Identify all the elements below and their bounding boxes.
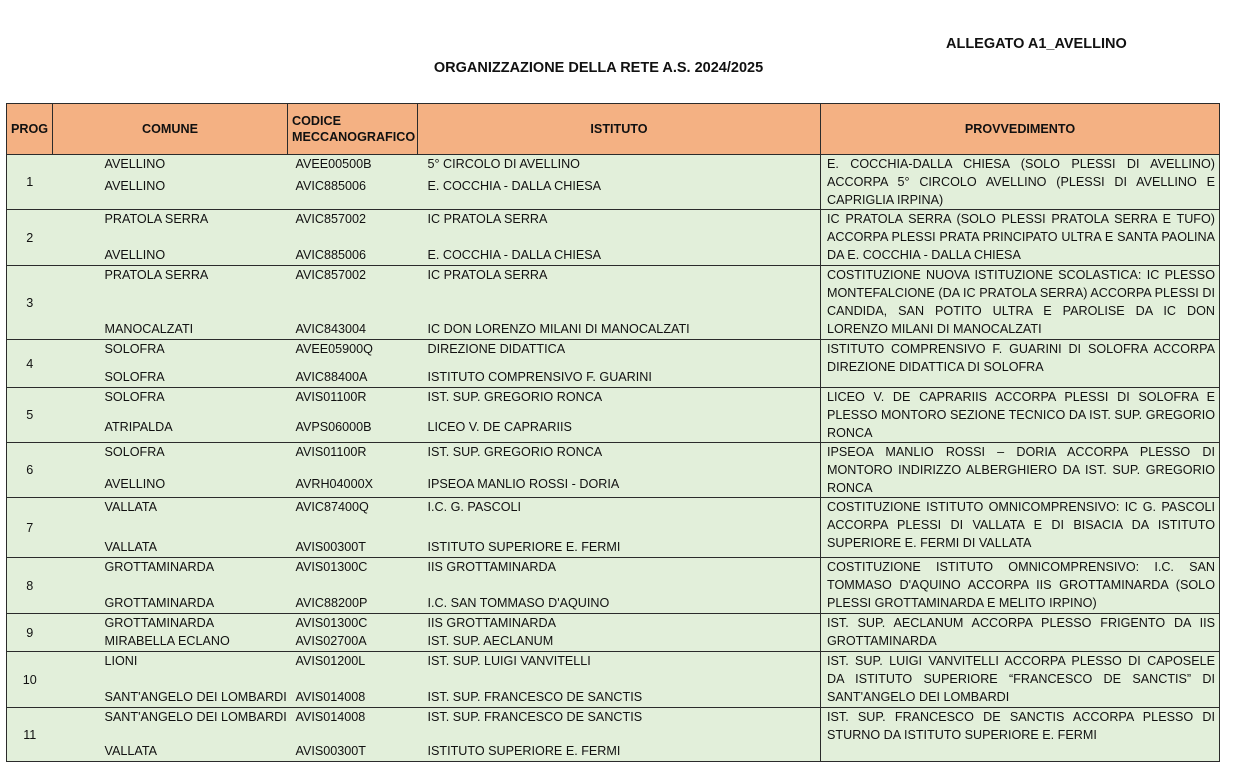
table-row — [7, 498, 1220, 558]
cell-istituto-line: IC PRATOLA SERRA — [427, 268, 548, 282]
provvedimento-text: COSTITUZIONE ISTITUTO OMNICOMPRENSIVO: IC G. PASCOLI ACCORPA PLESSI DI VALLATA E DI BISACIA DA ISTITUTO SUPERIORE E. FERMI DI VALLATA — [827, 500, 1215, 550]
cell-comune — [53, 498, 288, 558]
cell-istituto — [418, 388, 821, 443]
provvedimento-text: LICEO V. DE CAPRARIIS ACCORPA PLESSI DI SOLOFRA E PLESSO MONTORO SEZIONE TECNICO DA IST. SUP. GREGORIO RONCA — [827, 390, 1215, 440]
document-title: ORGANIZZAZIONE DELLA RETE A.S. 2024/2025 — [433, 60, 764, 76]
table-body — [7, 155, 1220, 762]
provvedimento-text: ISTITUTO COMPRENSIVO F. GUARINI DI SOLOFRA ACCORPA DIREZIONE DIDATTICA DI SOLOFRA — [827, 342, 1215, 374]
cell-comune-line: AVELLINO — [104, 248, 166, 262]
table-row — [7, 266, 1220, 340]
cell-codice-line: AVIS00300T — [295, 744, 366, 758]
cell-provvedimento — [821, 498, 1220, 558]
provvedimento-text: IC PRATOLA SERRA (SOLO PLESSI PRATOLA SERRA E TUFO) ACCORPA PLESSI PRATA PRINCIPATO ULTRA E SANTA PAOLINA DA E. COCCHIA - DALLA CHIESA — [827, 212, 1215, 262]
cell-comune — [53, 155, 288, 210]
cell-codice-line: AVIC843004 — [295, 322, 366, 336]
cell-istituto-line: IST. SUP. AECLANUM — [427, 634, 554, 648]
cell-provvedimento — [821, 614, 1220, 652]
cell-istituto-line: ISTITUTO SUPERIORE E. FERMI — [427, 744, 621, 758]
cell-codice-line: AVIC88400A — [295, 370, 368, 384]
cell-istituto-line: IPSEOA MANLIO ROSSI - DORIA — [427, 477, 620, 491]
cell-codice — [288, 210, 418, 266]
cell-provvedimento — [821, 558, 1220, 614]
provvedimento-text: IST. SUP. LUIGI VANVITELLI ACCORPA PLESSO DI CAPOSELE DA ISTITUTO SUPERIORE “FRANCESCO DE SANCTIS” DI SANT'ANGELO DEI LOMBARDI — [827, 654, 1215, 704]
cell-provvedimento — [821, 652, 1220, 708]
cell-codice-line: AVIS01300C — [295, 616, 368, 630]
cell-codice-line: AVIC857002 — [295, 212, 366, 226]
cell-codice-line: AVIS00300T — [295, 540, 366, 554]
cell-codice-line: AVRH04000X — [295, 477, 373, 491]
cell-istituto — [418, 708, 821, 762]
table-row — [7, 340, 1220, 388]
cell-provvedimento — [821, 443, 1220, 498]
cell-codice-line: AVIS01100R — [295, 390, 367, 404]
cell-comune — [53, 652, 288, 708]
cell-istituto-line: IST. SUP. FRANCESCO DE SANCTIS — [427, 710, 643, 724]
cell-istituto-line: DIREZIONE DIDATTICA — [427, 342, 566, 356]
cell-comune-line: VALLATA — [104, 540, 157, 554]
cell-provvedimento — [821, 210, 1220, 266]
cell-codice-line: AVIC857002 — [295, 268, 366, 282]
cell-prog: 4 — [7, 340, 53, 388]
provvedimento-text: E. COCCHIA-DALLA CHIESA (SOLO PLESSI DI AVELLINO) ACCORPA 5° CIRCOLO AVELLINO (PLESSI DI AVELLINO E CAPRIGLIA IRPINA) — [827, 157, 1215, 207]
table-row — [7, 652, 1220, 708]
cell-comune — [53, 708, 288, 762]
cell-istituto — [418, 498, 821, 558]
cell-codice — [288, 443, 418, 498]
provvedimento-text: COSTITUZIONE NUOVA ISTITUZIONE SCOLASTICA: IC PLESSO MONTEFALCIONE (DA IC PRATOLA SERRA) ACCORPA PLESSI DI CANDIDA, SAN POTITO ULTRA E PAROLISE DA IC DON LORENZO MILANI DI MANOCALZATI — [827, 268, 1215, 336]
cell-codice-line: AVIS014008 — [295, 690, 366, 704]
cell-comune-line: SOLOFRA — [104, 342, 165, 356]
cell-codice-line: AVIS01300C — [295, 560, 368, 574]
cell-comune-line: PRATOLA SERRA — [104, 268, 209, 282]
cell-istituto-line: I.C. SAN TOMMASO D'AQUINO — [427, 596, 610, 610]
cell-istituto — [418, 558, 821, 614]
cell-istituto — [418, 614, 821, 652]
cell-istituto-line: IST. SUP. FRANCESCO DE SANCTIS — [427, 690, 643, 704]
cell-codice-line: AVIC87400Q — [295, 500, 369, 514]
cell-comune-line: PRATOLA SERRA — [104, 212, 209, 226]
cell-istituto — [418, 266, 821, 340]
cell-codice-line: AVIC88200P — [295, 596, 368, 610]
cell-provvedimento — [821, 266, 1220, 340]
table-row — [7, 210, 1220, 266]
cell-istituto-line: ISTITUTO SUPERIORE E. FERMI — [427, 540, 621, 554]
cell-istituto — [418, 340, 821, 388]
cell-istituto-line: E. COCCHIA - DALLA CHIESA — [427, 248, 602, 262]
cell-codice-line: AVIS01200L — [295, 654, 366, 668]
network-table — [6, 103, 1220, 762]
cell-comune — [53, 210, 288, 266]
cell-codice — [288, 266, 418, 340]
cell-codice — [288, 708, 418, 762]
cell-codice — [288, 614, 418, 652]
cell-comune-line: SANT'ANGELO DEI LOMBARDI — [104, 710, 287, 724]
cell-prog: 1 — [7, 155, 53, 210]
cell-codice — [288, 652, 418, 708]
cell-comune — [53, 266, 288, 340]
cell-comune-line: GROTTAMINARDA — [104, 560, 215, 574]
cell-codice-line: AVIC885006 — [295, 179, 366, 193]
cell-istituto-line: IC PRATOLA SERRA — [427, 212, 548, 226]
cell-codice-line: AVPS06000B — [295, 420, 372, 434]
cell-provvedimento — [821, 708, 1220, 762]
provvedimento-text: COSTITUZIONE ISTITUTO OMNICOMPRENSIVO: I.C. SAN TOMMASO D'AQUINO ACCORPA IIS GROTTAMINARDA (SOLO PLESSI GROTTAMINARDA E MELITO IRPINO) — [827, 560, 1215, 610]
provvedimento-text: IST. SUP. FRANCESCO DE SANCTIS ACCORPA PLESSO DI STURNO DA ISTITUTO SUPERIORE E. FERMI — [827, 710, 1215, 742]
cell-prog: 7 — [7, 498, 53, 558]
cell-codice-line: AVIS014008 — [295, 710, 366, 724]
cell-prog: 5 — [7, 388, 53, 443]
table-row — [7, 558, 1220, 614]
table-header — [7, 104, 1220, 155]
cell-comune — [53, 443, 288, 498]
cell-provvedimento — [821, 155, 1220, 210]
cell-istituto-line: ISTITUTO COMPRENSIVO F. GUARINI — [427, 370, 652, 384]
cell-codice-line: AVEE05900Q — [295, 342, 373, 356]
header-prog: PROG — [7, 104, 53, 155]
cell-comune-line: SOLOFRA — [104, 390, 165, 404]
header-codice: CODICE MECCANOGRAFICO — [288, 104, 418, 155]
cell-istituto-line: I.C. G. PASCOLI — [427, 500, 522, 514]
table-row — [7, 155, 1220, 210]
cell-codice-line: AVEE00500B — [295, 157, 372, 171]
cell-codice — [288, 498, 418, 558]
cell-codice — [288, 558, 418, 614]
cell-codice — [288, 388, 418, 443]
cell-istituto — [418, 210, 821, 266]
cell-prog: 6 — [7, 443, 53, 498]
cell-comune-line: AVELLINO — [104, 157, 166, 171]
cell-istituto — [418, 652, 821, 708]
cell-codice-line: AVIS01100R — [295, 445, 367, 459]
cell-prog: 9 — [7, 614, 53, 652]
cell-comune-line: ATRIPALDA — [104, 420, 173, 434]
cell-istituto-line: E. COCCHIA - DALLA CHIESA — [427, 179, 602, 193]
cell-comune — [53, 340, 288, 388]
table-row — [7, 614, 1220, 652]
cell-istituto-line: IST. SUP. GREGORIO RONCA — [427, 390, 603, 404]
cell-comune — [53, 558, 288, 614]
cell-comune-line: MANOCALZATI — [104, 322, 194, 336]
cell-comune — [53, 388, 288, 443]
cell-comune-line: VALLATA — [104, 744, 157, 758]
cell-comune-line: SOLOFRA — [104, 370, 165, 384]
cell-istituto-line: IST. SUP. LUIGI VANVITELLI — [427, 654, 591, 668]
provvedimento-text: IPSEOA MANLIO ROSSI – DORIA ACCORPA PLESSO DI MONTORO INDIRIZZO ALBERGHIERO DA IST. SUP. GREGORIO RONCA — [827, 445, 1215, 495]
header-comune: COMUNE — [53, 104, 288, 155]
cell-comune-line: GROTTAMINARDA — [104, 596, 215, 610]
cell-comune-line: AVELLINO — [104, 179, 166, 193]
table-row — [7, 388, 1220, 443]
cell-istituto-line: IST. SUP. GREGORIO RONCA — [427, 445, 603, 459]
cell-codice — [288, 155, 418, 210]
annex-label: ALLEGATO A1_AVELLINO — [946, 36, 1127, 52]
cell-prog: 10 — [7, 652, 53, 708]
cell-provvedimento — [821, 388, 1220, 443]
cell-comune — [53, 614, 288, 652]
cell-istituto-line: 5° CIRCOLO DI AVELLINO — [427, 157, 580, 171]
cell-prog: 3 — [7, 266, 53, 340]
cell-prog: 11 — [7, 708, 53, 762]
cell-prog: 8 — [7, 558, 53, 614]
cell-istituto-line: IC DON LORENZO MILANI DI MANOCALZATI — [427, 322, 690, 336]
table-row — [7, 708, 1220, 762]
cell-comune-line: GROTTAMINARDA — [104, 616, 215, 630]
cell-istituto-line: LICEO V. DE CAPRARIIS — [427, 420, 572, 434]
provvedimento-text: IST. SUP. AECLANUM ACCORPA PLESSO FRIGENTO DA IIS GROTTAMINARDA — [827, 616, 1215, 648]
table-row — [7, 443, 1220, 498]
cell-istituto — [418, 155, 821, 210]
cell-comune-line: VALLATA — [104, 500, 157, 514]
cell-codice-line: AVIS02700A — [295, 634, 367, 648]
cell-comune-line: AVELLINO — [104, 477, 166, 491]
cell-istituto-line: IIS GROTTAMINARDA — [427, 616, 557, 630]
cell-comune-line: LIONI — [104, 654, 138, 668]
header-provvedimento: PROVVEDIMENTO — [821, 104, 1220, 155]
cell-comune-line: SOLOFRA — [104, 445, 165, 459]
cell-istituto-line: IIS GROTTAMINARDA — [427, 560, 557, 574]
cell-comune-line: MIRABELLA ECLANO — [104, 634, 230, 648]
cell-prog: 2 — [7, 210, 53, 266]
cell-comune-line: SANT'ANGELO DEI LOMBARDI — [104, 690, 287, 704]
cell-codice-line: AVIC885006 — [295, 248, 366, 262]
header-istituto: ISTITUTO — [418, 104, 821, 155]
cell-codice — [288, 340, 418, 388]
cell-provvedimento — [821, 340, 1220, 388]
cell-istituto — [418, 443, 821, 498]
